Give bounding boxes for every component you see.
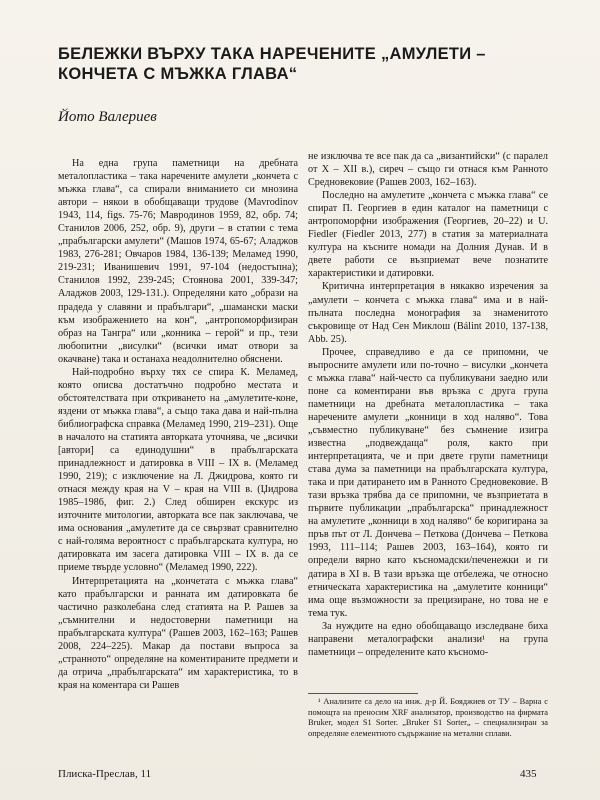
- paragraph: Прочее, справедливо е да се припомни, че въпросните амулети или по-точно – висулки „кончета с мъжка глава“ най-често са публикувани заедно или поне са коментирани във връзка с друга група паметници на дребната металопластика – така наречените амулети „конници в ход наляво“. Това „съвместно публикуване“ без съмнение изигра известна „подвеждаща“ роля, както при интерпретацията, че и при двете групи паметници става дума за паметници на прабългарската култура, така и при датирането им в Ранното Средновековие. В тази връзка трябва да се припомни, че възприетата в първите публикации „прабългарска“ принадлежност на амулетите „конници в ход наляво“ бе коригирана за пръв път от Л. Дончева – Петкова (Дончева – Петкова 1993, 111–114; Рашев 2003, 163–164), която ги определи вярно като късномадски/печенежки и ги датира в XI в. В тази връзка ще отбележа, че относно етническата характеристика на „амулетите конници“ има още възможности за прецизиране, но това не е тема тук.: [308, 346, 548, 619]
- footnote-divider: [308, 693, 418, 694]
- paragraph: Последно на амулетите „кончета с мъжка глава“ се спират П. Георгиев в един каталог на паметници с антропоморфни изображения (Георгиев, 20–22) и U. Fiedler (Fiedler 2013, 277) в статия за материалната култура на късните номади на Долния Дунав. И в двете работи се възприемат вече познатите характеристики и датировки.: [308, 190, 548, 280]
- paragraph: Интерпретацията на „кончетата с мъжка глава“ като прабългарски и ранната им датировката бе частично разколебана след статията на Р. Рашев за „съмнителни и недостоверни паметници на прабългарската култура“ (Рашев 2003, 162–163; Рашев 2008, 224–225). Макар да постави въпроса за „странното“ определяне на коментираните предмети и да отрича „прабългарската“ им характеристика, то в края на коментара си Рашев: [58, 575, 298, 691]
- paragraph: Критична интерпретация в някакво изречения за „амулети – кончета с мъжка глава“ има и в най-пълната последна монография за знаменитото съкровище от Над Сен Миклош (Bálint 2010, 137-138, Abb. 25).: [308, 281, 548, 345]
- right-text-column: [308, 150, 548, 659]
- left-text-column: [58, 157, 298, 692]
- paragraph: не изключва те все пак да са „византийски“ (с паралел от X – XII в.), сиреч – също ги отнася към Ранното Средновековие (Рашев 2003, 162–163).: [308, 151, 548, 189]
- paragraph: На една група паметници на дребната металопластика – така наречените амулети „кончета с мъжка глава“, са спирали вниманието си мнозина автори – някои в обобщаващи трудове (Mavrodinov 1943, 114, figs. 75-76; Мавродинов 1959, 82, обр. 74; Станилов 2006, 252, обр. 9), други – в статии с тема „прабългарски амулети“ (Машов 1974, 65-67; Аладжов 1983, 276-281; Овчаров 1984, 136-139; Меламед 1990, 219-231; Иванишевич 1991, 97-104 (недостъпна); Станилов 1992, 239-245; Стоянова 2001, 339-347; Аладжов 2003, 129-131.). Определяни като „образи на прадеда у славяни и прабългари“, „шамански маски към изображението на кон“, „антропоморфизиран образ на Тангра“ или „конника – герой“ и пр., тези любопитни „висулки“ (всички имат отвори за окачване) така и останаха неадолнително обяснени.: [58, 158, 298, 365]
- author-name: Йото Валериев: [58, 109, 157, 125]
- page-number: 435: [520, 768, 537, 780]
- article-title: БЕЛЕЖКИ ВЪРХУ ТАКА НАРЕЧЕНИТЕ „АМУЛЕТИ – КОНЧЕТА С МЪЖКА ГЛАВА“: [58, 45, 486, 83]
- paragraph: За нуждите на едно обобщаващо изследване биха направени металографски анализи¹ на група паметници – определените като късномо-: [308, 620, 548, 658]
- journal-name: Плиска-Преслав, 11: [58, 768, 152, 780]
- footnote: ¹ Анализите са дело на инж. д-р Й. Бояджиев от ТУ – Варна с помощта на преносим XRF анализатор, производство на фирмата Bruker, модел S1 Sorter. „Bruker S1 Sorter„ – специализиран за определяне елементното съдържание на метални сплави.: [308, 697, 548, 738]
- paragraph: Най-подробно върху тях се спира К. Меламед, която описва достатъчно подробно местата и обстоятелствата при откриването на „амулетите-коне, яздени от мъжка глава“, а също така дава и най-пълна библиографска справка (Меламед 1990, 219–231). Още в началото на статията авторката уточнява, че „всички [автори] са единодушни“ в прабългарската принадлежност и датировка в VIII – IX в. (Меламед 1990, 219); с изключение на Л. Джидрова, която ги отнася между края на V – края на VIII в. (Џидрова 1985–1986, фиг. 2.) След обширен екскурс из източните митологии, авторката все пак заключава, че има основания „амулетите да се свързват сравнително с най-голяма вероятност с прабългарската култура, но датировката им засега датировка VIII – IX в. да се приеме твърде условно“ (Меламед 1990, 222).: [58, 366, 298, 574]
